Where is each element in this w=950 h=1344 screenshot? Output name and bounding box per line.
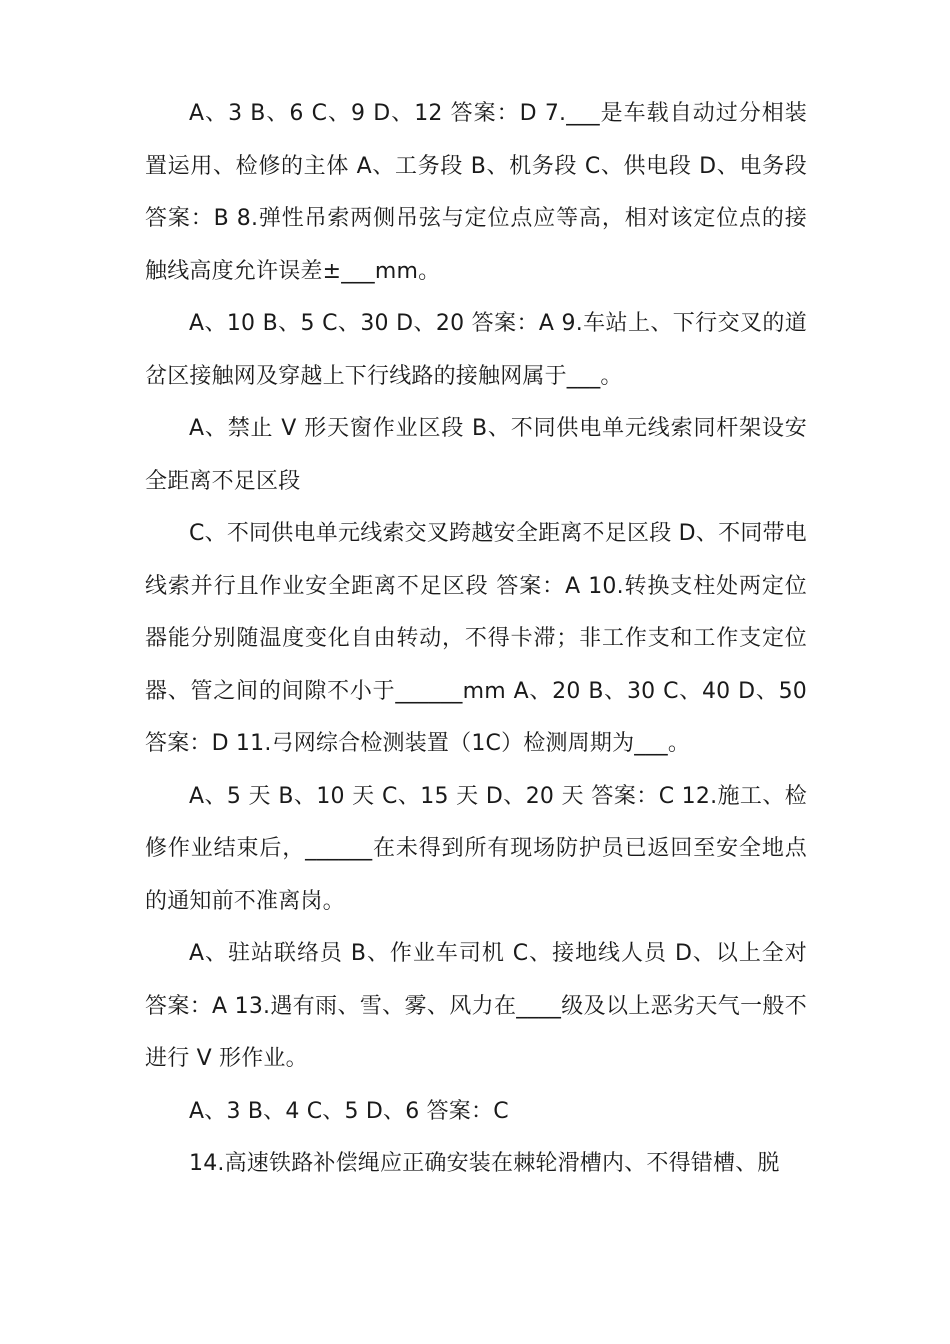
paragraph-4: C、不同供电单元线索交叉跨越安全距离不足区段 D、不同带电线索并行且作业安全距离不足区段 答案：A 10.转换支柱处两定位器能分别随温度变化自由转动，不得卡滞；非工作支和工作支定位器、管之间的间隙不小于______mm A、20 B、30 C、40 D、50 答案：D 11.弓网综合检测装置（1C）检测周期为___。: [145, 521, 807, 756]
document-body: [145, 88, 807, 1191]
paragraph-8: 14.高速铁路补偿绳应正确安装在棘轮滑槽内、不得错槽、脱: [189, 1151, 780, 1176]
paragraph-1: A、3 B、6 C、9 D、12 答案：D 7.___是车载自动过分相装置运用、检修的主体 A、工务段 B、机务段 C、供电段 D、电务段 答案：B 8.弹性吊索两侧吊弦与定位点应等高，相对该定位点的接触线高度允许误差±___mm。: [145, 101, 807, 284]
paragraph-2: A、10 B、5 C、30 D、20 答案：A 9.车站上、下行交叉的道岔区接触网及穿越上下行线路的接触网属于___。: [145, 311, 807, 389]
paragraph-7: A、3 B、4 C、5 D、6 答案：C: [189, 1098, 509, 1124]
paragraph-3: A、禁止 V 形天窗作业区段 B、不同供电单元线索同杆架设安全距离不足区段: [145, 416, 807, 494]
paragraph-5: A、5 天 B、10 天 C、15 天 D、20 天 答案：C 12.施工、检修作业结束后，______在未得到所有现场防护员已返回至安全地点的通知前不准离岗。: [145, 783, 807, 914]
paragraph-6: A、驻站联络员 B、作业车司机 C、接地线人员 D、以上全对 答案：A 13.遇有雨、雪、雾、风力在____级及以上恶劣天气一般不进行 V 形作业。: [145, 941, 807, 1071]
